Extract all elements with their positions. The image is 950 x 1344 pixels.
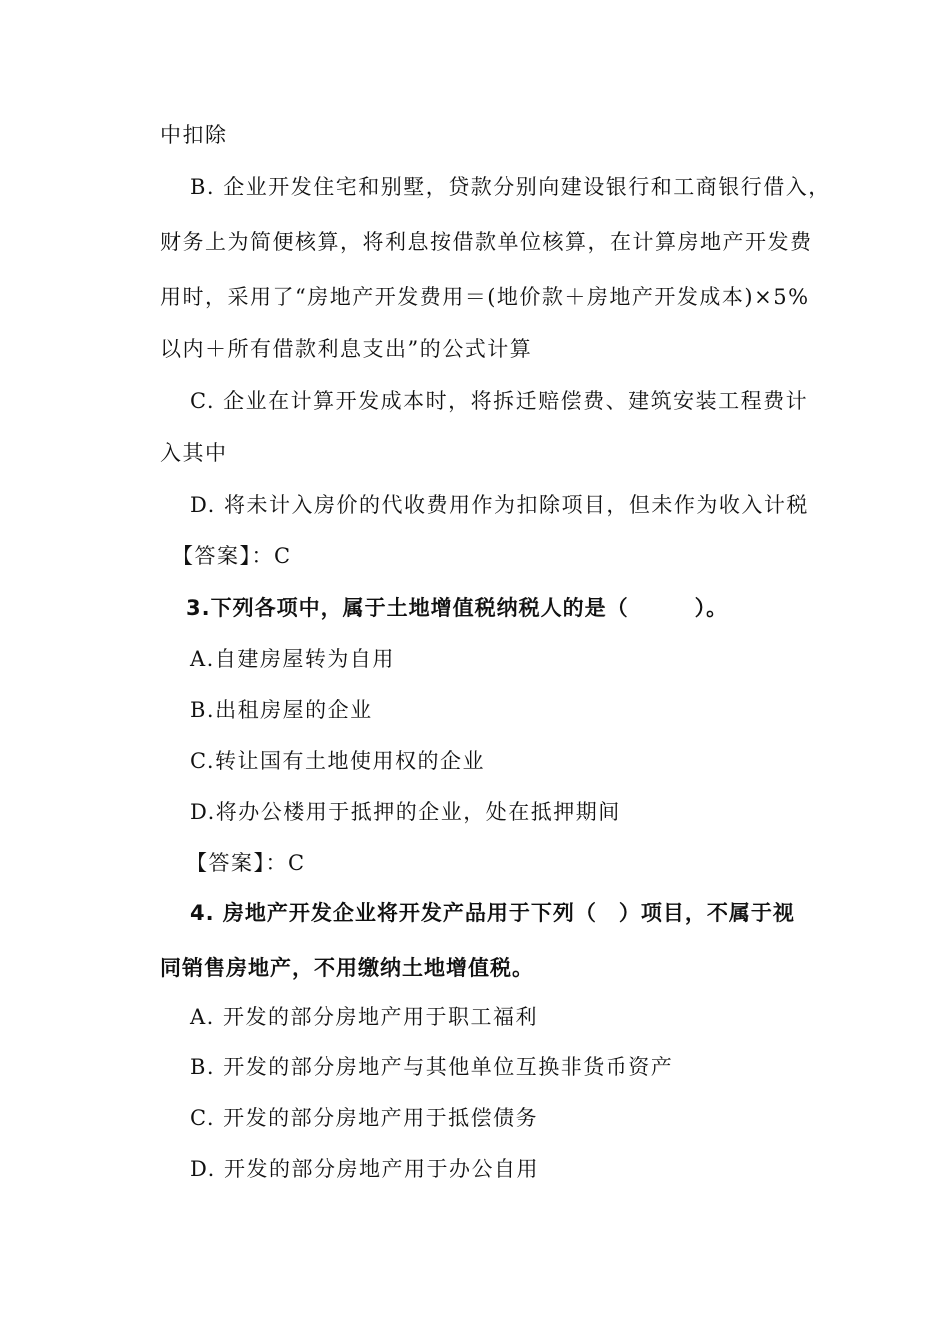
q4-option-b: B. 开发的部分房地产与其他单位互换非货币资产 (190, 1055, 674, 1079)
q4-option-c: C. 开发的部分房地产用于抵偿债务 (190, 1106, 539, 1130)
q2-option-b-line-2: 财务上为简便核算，将利息按借款单位核算，在计算房地产开发费 (160, 230, 813, 254)
q2-option-c-line-2: 入其中 (160, 441, 228, 465)
q3-answer: 【答案】：C (186, 851, 306, 875)
q2-answer: 【答案】：C (172, 544, 292, 568)
q4-question-line-1: 4. 房地产开发企业将开发产品用于下列（ ）项目，不属于视 (190, 901, 795, 925)
q2-option-b-line-4: 以内＋所有借款利息支出”的公式计算 (160, 337, 533, 361)
q2-option-a-continuation: 中扣除 (160, 123, 228, 147)
q3-option-b: B.出租房屋的企业 (190, 698, 373, 722)
q4-option-d: D. 开发的部分房地产用于办公自用 (190, 1157, 539, 1181)
q2-option-c-line-1: C. 企业在计算开发成本时，将拆迁赔偿费、建筑安装工程费计 (190, 389, 809, 413)
q3-question: 3.下列各项中，属于土地增值税纳税人的是（ ）。 (186, 596, 729, 620)
q2-option-b-line-3: 用时，采用了“房地产开发费用＝(地价款＋房地产开发成本)×5% (160, 285, 810, 309)
q3-option-d: D.将办公楼用于抵押的企业，处在抵押期间 (190, 800, 621, 824)
q2-option-d: D. 将未计入房价的代收费用作为扣除项目，但未作为收入计税 (190, 493, 809, 517)
q4-question-line-2: 同销售房地产，不用缴纳土地增值税。 (160, 956, 534, 980)
q3-option-a: A.自建房屋转为自用 (190, 647, 395, 671)
q4-option-a: A. 开发的部分房地产用于职工福利 (190, 1005, 539, 1029)
q3-option-c: C.转让国有土地使用权的企业 (190, 749, 485, 773)
q2-option-b-line-1: B. 企业开发住宅和别墅，贷款分别向建设银行和工商银行借入， (190, 175, 831, 199)
